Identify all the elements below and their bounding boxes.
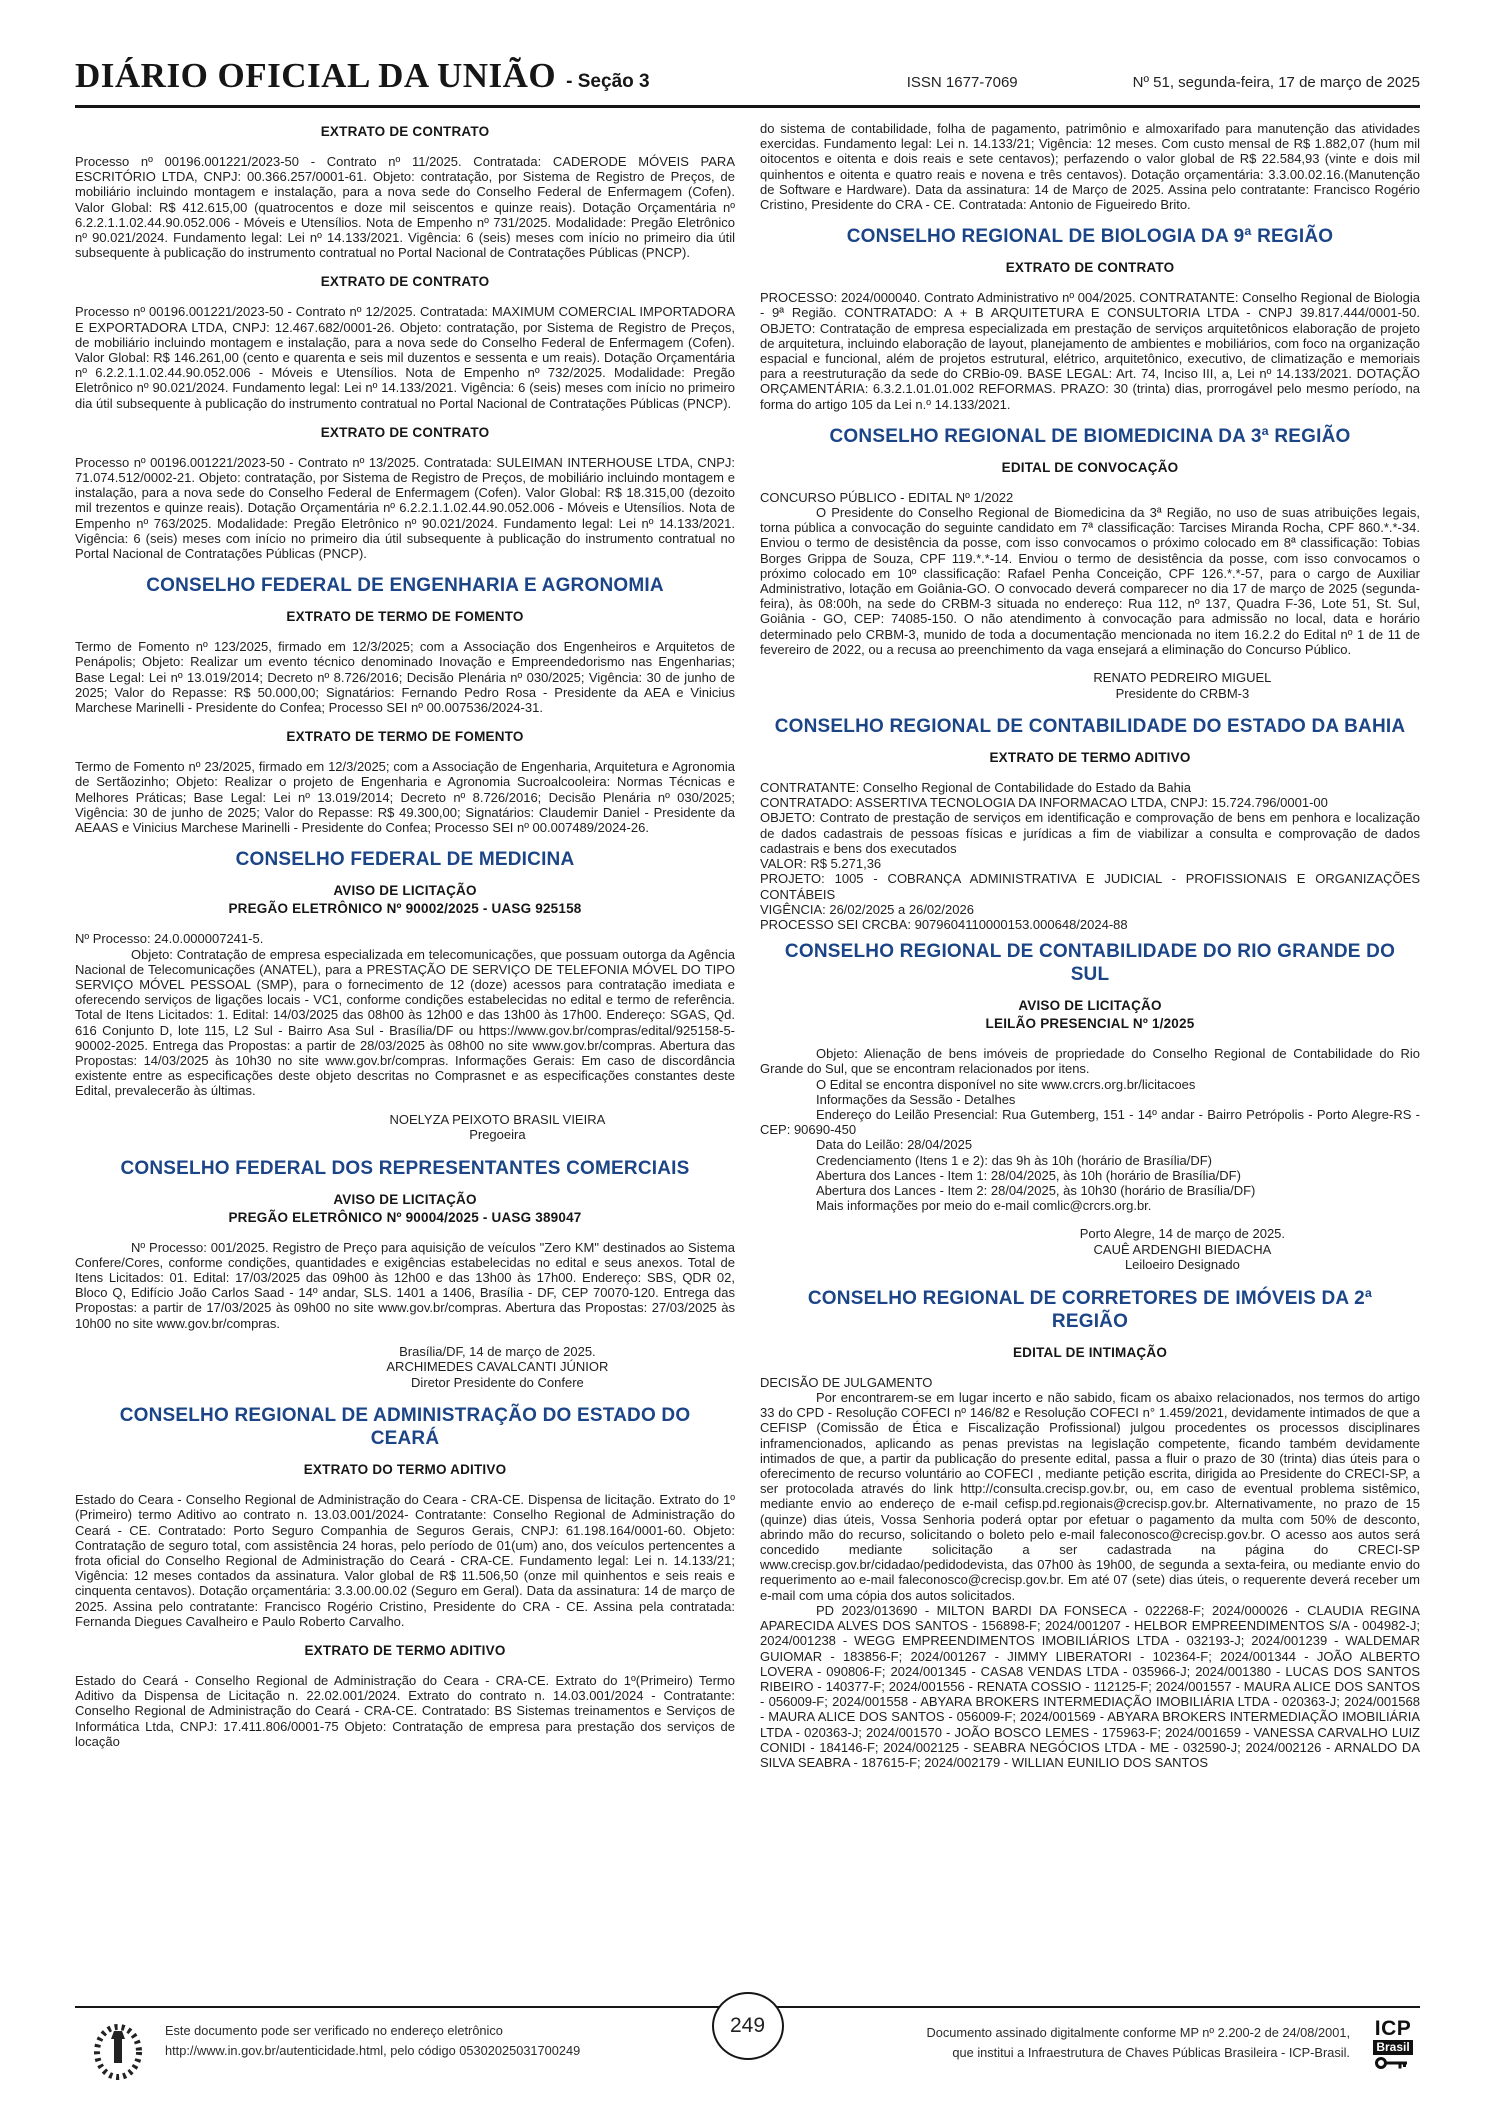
signed-line-1: Documento assinado digitalmente conforme MP nº 2.200-2 de 24/08/2001, <box>926 2025 1350 2040</box>
heading-line: CONSELHO FEDERAL DE MEDICINA <box>235 849 575 871</box>
doc-subheading <box>75 273 735 291</box>
body-paragraph: Processo nº 00196.001221/2023-50 - Contrato nº 12/2025. Contratada: MAXIMUM COMERCIAL IMPORTADORA E EXPORTADORA LTDA, CNPJ: 12.467.682/0001-26. Objeto: contratação, por Sistema de Registro de Preços, de mobiliário incluindo montagem e instalação, para a nova sede do Conselho Federal de Enfermagem (Cofen). Valor Global: R$ 146.261,00 (cento e quarenta e seis mil duzentos e sessenta e um reais). Dotação Orçamentária nº 6.2.2.1.1.02.44.90.052.006 - Móveis e Utensílios. Nota de Empenho nº 732/2025. Modalidade: Pregão Eletrônico nº 90.021/2024. Fundamento legal: Lei nº 14.133/2021. Vigência: 6 (seis) meses com início no primeiro dia útil subsequente à publicação do instrumento contratual no Portal Nacional de Contratações Públicas (PNCP). <box>75 304 735 411</box>
body-paragraph: Abertura dos Lances - Item 2: 28/04/2025, às 10h30 (horário de Brasília/DF) <box>816 1182 1256 1198</box>
subheading-line: EDITAL DE INTIMAÇÃO <box>1012 1344 1168 1360</box>
body-paragraph: Por encontrarem-se em lugar incerto e não sabido, ficam os abaixo relacionados, nos termos do artigo 33 do CPD - Resolução COFECI nº 146/82 e Resolução COFECI n° 1.459/2021, devidamente intimados de que a CEFISP (Comissão de Ética e Fiscalização Profissional) julgou procedentes os processos disciplinares inframencionados, aplicando as penas previstas na legislação competente, ficando também devidamente intimados de que, a partir da publicação do presente edital, passa a fluir o prazo de 30 (trinta) dias úteis para o oferecimento de recurso voluntário ao COFECI , mediante petição escrita, dirigida ao Presidente do CRECI-SP, a ser protocolada através do link http://consulta.crecisp.gov.br, ou, em caso de eventual problema sistêmico, mediante envio ao endereço de e-mail cefisp.pd.regionais@crecisp.gov.br. Alternativamente, no prazo de 15 (quinze) dias úteis, Vossa Senhoria poderá optar por efetuar o pagamento da multa com 50% de desconto, abrindo mão do recurso, solicitando o boleto pelo e-mail faleconosco@crecisp.gov.br. O acesso aos autos será concedido mediante solicitação a ser cadastrada na página do CRECI-SP www.crecisp.gov.br/cidadao/pedidodevista, das 07h00 às 19h00, de segunda a sexta-feira, ou mediante envio do requerimento ao e-mail faleconosco@crecisp.gov.br. Em até 07 (sete) dias úteis, o requerente deverá receber um e-mail com uma cópia dos autos solicitados. <box>760 1390 1420 1603</box>
body-paragraph: Mais informações por meio do e-mail comlic@crcrs.org.br. <box>816 1198 1152 1214</box>
icp-brasil-logo <box>1366 2018 1420 2074</box>
body-paragraph: Informações da Sessão - Detalhes <box>816 1091 1016 1107</box>
subheading-line: PREGÃO ELETRÔNICO Nº 90002/2025 - UASG 925158 <box>228 901 582 917</box>
section-heading <box>75 1157 735 1180</box>
section-heading <box>760 425 1420 448</box>
heading-line: CONSELHO REGIONAL DE BIOLOGIA DA 9ª REGIÃO <box>846 226 1334 248</box>
body-paragraph: Processo nº 00196.001221/2023-50 - Contrato nº 11/2025. Contratada: CADERODE MÓVEIS PARA ESCRITÓRIO LTDA, CNPJ: 00.366.257/0001-61. Objeto: contratação, por Sistema de Registro de Preços, de mobiliário incluindo montagem e instalação, para a nova sede do Conselho Federal de Enfermagem (Cofen). Valor Global: R$ 412.615,00 (quatrocentos e doze mil seiscentos e quinze reais). Dotação Orçamentária nº 6.2.2.1.1.02.44.90.052.006 - Móveis e Utensílios. Nota de Empenho nº 731/2025. Modalidade: Pregão Eletrônico nº 90.021/2024. Fundamento legal: Lei nº 14.133/2021. Vigência: 6 (seis) meses com início no primeiro dia útil subsequente à publicação do instrumento contratual no Portal Nacional de Contratações Públicas (PNCP). <box>75 154 735 261</box>
body-paragraph: CONCURSO PÚBLICO - EDITAL Nº 1/2022 <box>760 489 1014 505</box>
subheading-line: EXTRATO DE CONTRATO <box>320 424 490 440</box>
body-paragraph: PROCESSO SEI CRCBA: 9079604110000153.000648/2024-88 <box>760 916 1128 932</box>
signature-line: ARCHIMEDES CAVALCANTI JÚNIOR <box>386 1359 609 1375</box>
signature-block <box>760 670 1420 701</box>
wreath-emblem-icon <box>91 2021 145 2084</box>
icp-logo-top: ICP <box>1374 2017 1412 2040</box>
doc-subheading <box>75 728 735 746</box>
signature-line: Brasília/DF, 14 de março de 2025. <box>399 1343 596 1359</box>
masthead-meta <box>907 74 1420 91</box>
doc-subheading <box>760 997 1420 1033</box>
section-heading <box>75 574 735 597</box>
heading-line: REGIÃO <box>1051 1310 1129 1332</box>
heading-line: CONSELHO REGIONAL DE ADMINISTRAÇÃO DO ESTADO DO <box>119 1405 691 1427</box>
body-paragraph: CONTRATADO: ASSERTIVA TECNOLOGIA DA INFORMACAO LTDA, CNPJ: 15.724.796/0001-00 <box>760 795 1328 811</box>
signature-line: Diretor Presidente do Confere <box>411 1374 584 1390</box>
subheading-line: EXTRATO DE TERMO DE FOMENTO <box>286 609 524 625</box>
body-paragraph: O Edital se encontra disponível no site www.crcrs.org.br/licitacoes <box>816 1076 1196 1092</box>
body-paragraph: Termo de Fomento nº 23/2025, firmado em 12/3/2025; com a Associação de Engenharia, Arquitetura e Agronomia de Sertãozinho; Objeto: Realizar o projeto de Engenharia e Agronomia Sucroalcooleira: Normas Técnicas e Melhores Práticas; Base Legal: Lei nº 13.019/2014; Decreto nº 8.726/2016; Decisão Plenária nº 030/2025; Vigência: 30 de junho de 2025; Valor do Repasse: R$ 49.300,00; Signatários: Claudemir Daniel - Presidente da AEAAS e Vinicius Marchese Marinelli - Presidente do Confea; Processo SEI nº 00.007489/2024-26. <box>75 759 735 836</box>
footer-verify-block <box>91 2021 580 2084</box>
doc-subheading <box>760 1344 1420 1362</box>
doc-subheading <box>760 459 1420 477</box>
left-column <box>75 121 735 1979</box>
body-paragraph: O Presidente do Conselho Regional de Biomedicina da 3ª Região, no uso de suas atribuições legais, torna pública a convocação do seguinte candidato em 7ª classificação: Tarcises Miranda Rocha, CPF 860.*.*-34. Enviou o termo de desistência da posse, com isso convocamos o próximo colocado em 8ª classificação: Tobias Borges Grippa de Souza, CPF 119.*.*-14. Enviou o termo de desistência da posse, com isso convocamos o próximo colocado em 10º classificação: Rafael Penha Conceição, CPF 126.*.*-57, para o cargo de Auxiliar Administrativo, lotação em Goiânia-GO. O convocado deverá comparecer no dia 17 de março de 2025 (segunda-feira), às 08:00h, na sede do CRBM-3 situada no endereço: Rua 112, nº 137, Quadra F-36, Lote 51, St. Sul, Goiânia - GO, CEP: 74085-150. O não atendimento à convocação para admissão no local, data e horário determinado pelo CRBM-3, munido de toda a documentação mencionada no item 16.2.2 do Edital nº 1 de 11 de fevereiro de 2022, ou a recusa ao preenchimento da vaga ensejará a eliminação do Concurso Público. <box>760 505 1420 657</box>
heading-line: CONSELHO FEDERAL DOS REPRESENTANTES COMERCIAIS <box>120 1157 690 1179</box>
heading-line: CONSELHO REGIONAL DE CORRETORES DE IMÓVEIS DA 2ª <box>807 1287 1373 1309</box>
body-paragraph: Estado do Ceará - Conselho Regional de Administração do Ceara - CRA-CE. Extrato do 1º(Primeiro) Termo Aditivo da Dispensa de Licitação n. 22.02.001/2024. Extrato do contrato n. 14.03.001/2024 - Contratante: Conselho Regional de Administração do Ceará - CRA-CE. Contratado: BS Sistemas treinamentos e Serviços de Informática Ltda, CNPJ: 17.411.806/0001-75 Objeto: Contratação de empresa para prestação dos serviços de locação <box>75 1673 735 1749</box>
heading-line: CONSELHO FEDERAL DE ENGENHARIA E AGRONOMIA <box>146 575 664 597</box>
subheading-line: AVISO DE LICITAÇÃO <box>1018 998 1162 1014</box>
content-columns <box>75 121 1420 1979</box>
body-paragraph: CONTRATANTE: Conselho Regional de Contabilidade do Estado da Bahia <box>760 780 1191 796</box>
section-heading <box>75 848 735 871</box>
signature-line: NOELYZA PEIXOTO BRASIL VIEIRA <box>389 1111 606 1127</box>
verify-line-2: http://www.in.gov.br/autenticidade.html, pelo código 05302025031700249 <box>165 2043 581 2058</box>
heading-line: CEARÁ <box>370 1428 440 1450</box>
body-paragraph: Processo nº 00196.001221/2023-50 - Contrato nº 13/2025. Contratada: SULEIMAN INTERHOUSE LTDA, CNPJ: 71.074.512/0002-21. Objeto: contratação, por Sistema de Registro de Preços, de mobiliário incluindo montagem e instalação, para a nova sede do Conselho Federal de Enfermagem (Cofen). Valor Global: R$ 18.315,00 (dezoito mil trezentos e quinze reais). Dotação Orçamentária nº 6.2.2.1.1.02.44.90.052.006 - Móveis e Utensílios. Nota de Empenho nº 763/2025. Modalidade: Pregão Eletrônico nº 90.021/2024. Fundamento legal: Lei nº 14.133/2021. Vigência: 6 (seis) meses com início no primeiro dia útil subsequente à publicação do instrumento contratual no Portal Nacional de Contratações Públicas (PNCP). <box>75 454 735 562</box>
subheading-line: LEILÃO PRESENCIAL Nº 1/2025 <box>985 1016 1195 1032</box>
heading-line: CONSELHO REGIONAL DE BIOMEDICINA DA 3ª REGIÃO <box>829 425 1351 447</box>
right-column <box>760 121 1420 1979</box>
section-heading <box>760 225 1420 248</box>
page-number-badge: 249 <box>712 1992 784 2060</box>
subheading-line: EDITAL DE CONVOCAÇÃO <box>1001 459 1179 475</box>
body-paragraph: Abertura dos Lances - Item 1: 28/04/2025, às 10h (horário de Brasília/DF) <box>816 1167 1241 1183</box>
heading-line: CONSELHO REGIONAL DE CONTABILIDADE DO RIO GRANDE DO <box>784 941 1396 963</box>
section-heading <box>760 715 1420 738</box>
verify-line-1: Este documento pode ser verificado no endereço eletrônico <box>165 2023 503 2038</box>
heading-line: SUL <box>1070 964 1110 986</box>
body-paragraph: OBJETO: Contrato de prestação de serviços em identificação e comprovação de bens em penhora e localização de dados cadastrais de pessoas físicas e jurídicas a fim de viabilizar a consulta e comprovação de dados cadastrais e bens dos executados <box>760 810 1420 856</box>
body-paragraph: PD 2023/013690 - MILTON BARDI DA FONSECA - 022268-F; 2024/000026 - CLAUDIA REGINA APARECIDA ALVES DOS SANTOS - 156898-F; 2024/001207 - HELBOR EMPREENDIMENTOS S/A - 004982-J; 2024/001238 - WEGG EMPREENDIMENTOS IMOBILIÁRIOS LTDA - 032193-J; 2024/001239 - WALDEMAR GUIOMAR - 183856-F; 2024/001267 - JIMMY LIBERATORI - 102364-F; 2024/001344 - JOÃO ALBERTO LOVERA - 090806-F; 2024/001345 - CASA8 VENDAS LTDA - 035966-J; 2024/001380 - LUCAS DOS SANTOS RIBEIRO - 140377-F; 2024/001556 - RENATA COSSIO - 112125-F; 2024/001557 - MAURA ALICE DOS SANTOS - 056009-F; 2024/001558 - ABYARA BROKERS INTERMEDIAÇÃO IMOBILIÁRIA LTDA - 020363-J; 2024/001568 - MAURA ALICE DOS SANTOS - 056009-F; 2024/001569 - ABYARA BROKERS INTERMEDIAÇÃO IMOBILIÁRIA LTDA - 020363-J; 2024/001570 - JOÃO BOSCO LEMES - 175963-F; 2024/001659 - VANESSA CARVALHO LUIZ CONIDI - 184146-F; 2024/002125 - SEABRA NEGÓCIOS LTDA - ME - 032590-J; 2024/002126 - ARNALDO DA SILVA SEABRA - 187615-F; 2024/002179 - WILLIAN EUNILIO DOS SANTOS <box>760 1602 1420 1770</box>
doc-subheading <box>75 1191 735 1227</box>
heading-line: CONSELHO REGIONAL DE CONTABILIDADE DO ESTADO DA BAHIA <box>774 716 1406 738</box>
subheading-line: EXTRATO DE TERMO ADITIVO <box>989 750 1191 766</box>
body-paragraph: Credenciamento (Itens 1 e 2): das 9h às 10h (horário de Brasília/DF) <box>816 1152 1212 1168</box>
body-paragraph: Nº Processo: 001/2025. Registro de Preço para aquisição de veículos "Zero KM" destinados ao Sistema Confere/Cores, conforme condições, quantidades e exigências estabelecidas no edital e seus anexos. Total de Itens Licitados: 01. Edital: 17/03/2025 das 09h00 às 12h00 e das 13h00 às 17h00. Endereço: SBS, QDR 02, Bloco Q, Edifício João Carlos Saad - 14º andar, SLS. 1401 a 1406, Brasília - DF, CEP 70070-120. Entrega das Propostas: a partir de 17/03/2025 às 09h00 no site www.gov.br/compras. Abertura das Propostas: 27/03/2025 às 10h00 no site www.gov.br/compras. <box>75 1239 735 1331</box>
edition-label: Nº 51, segunda-feira, 17 de março de 2025 <box>1132 74 1420 91</box>
signature-line: Porto Alegre, 14 de março de 2025. <box>1079 1226 1286 1242</box>
subheading-line: EXTRATO DE CONTRATO <box>1005 260 1175 276</box>
page-footer <box>75 2006 1420 2111</box>
issn-label: ISSN 1677-7069 <box>906 74 1018 91</box>
gazette-title: DIÁRIO OFICIAL DA UNIÃO <box>75 56 557 95</box>
doc-subheading <box>75 608 735 626</box>
gazette-section: - Seção 3 <box>566 71 650 92</box>
section-heading <box>75 1404 735 1450</box>
body-paragraph: PROJETO: 1005 - COBRANÇA ADMINISTRATIVA E JUDICIAL - PROFISSIONAIS E ORGANIZAÇÕES CONTÁBEIS <box>760 871 1420 902</box>
signature-line: Pregoeira <box>469 1127 526 1143</box>
masthead <box>75 56 1420 96</box>
body-paragraph: Endereço do Leilão Presencial: Rua Gutemberg, 151 - 14º andar - Bairro Petrópolis - Porto Alegre-RS - CEP: 90690-450 <box>760 1106 1420 1138</box>
subheading-line: EXTRATO DE TERMO ADITIVO <box>304 1643 506 1659</box>
subheading-line: EXTRATO DE CONTRATO <box>320 124 490 139</box>
body-paragraph: Data do Leilão: 28/04/2025 <box>816 1137 973 1153</box>
section-heading <box>760 1287 1420 1333</box>
subheading-line: EXTRATO DE CONTRATO <box>320 274 490 290</box>
signature-notice <box>927 2023 1350 2063</box>
body-paragraph: VALOR: R$ 5.271,36 <box>760 856 882 872</box>
subheading-line: AVISO DE LICITAÇÃO <box>333 883 477 899</box>
subheading-line: AVISO DE LICITAÇÃO <box>333 1191 477 1207</box>
body-paragraph: VIGÊNCIA: 26/02/2025 a 26/02/2026 <box>760 901 974 917</box>
body-paragraph: Termo de Fomento nº 123/2025, firmado em 12/3/2025; com a Associação dos Engenheiros e Arquitetos de Penápolis; Objeto: Realizar um evento técnico denominado Inovação e Empreendedorismo nas Engenharias; Base Legal: Lei nº 13.019/2014; Decreto nº 8.726/2016; Decisão Plenária nº 030/2025; Vigência: 30 de junho de 2025; Valor do Repasse: R$ 50.000,00; Signatários: Fernando Pedro Rosa - Presidente da AEA e Vinicius Marchese Marinelli - Presidente do Confea; Processo SEI nº 00.007536/2024-31. <box>75 639 735 716</box>
doc-subheading <box>760 259 1420 277</box>
key-icon <box>1366 2055 1420 2074</box>
doc-subheading <box>75 1642 735 1660</box>
body-paragraph: Estado do Ceara - Conselho Regional de Administração do Ceara - CRA-CE. Dispensa de licitação. Extrato do 1º (Primeiro) termo Aditivo ao contrato n. 13.03.001/2024- Contratante: Conselho Regional de Administração do Ceará - CE. Contratado: Porto Seguro Companhia de Seguros Gerais, CNPJ: 61.198.164/0001-60. Objeto: Contratação de seguro total, com assistência 24 horas, pelo período de 01(um) ano, dos veículos pertencentes a frota oficial do Conselho Regional de Administração do Ceará - CRA-CE. Fundamento legal: Lei n. 14.133/21; Vigência: 12 meses contados da assinatura. Valor global de R$ 11.506,50 (onze mil quinhentos e seis reais e cinquenta centavos). Dotação orçamentária: 3.3.00.00.02 (Seguro em Geral). Data da assinatura: 14 de março de 2025. Assina pelo contratante: Francisco Rogério Cristino, Presidente do CRA - CE. Assina pela contratada: Fernanda Diegues Cavalheiro e Paulo Roberto Carvalho. <box>75 1492 735 1629</box>
verify-text <box>165 2021 580 2061</box>
body-paragraph: do sistema de contabilidade, folha de pagamento, patrimônio e almoxarifado para manutenção das atividades exercidas. Fundamento legal: Lei n. 14.133/21; Vigência: 12 meses. Com custo mensal de R$ 1.882,07 (hum mil oitocentos e oitenta e dois reais e sete centavos); perfazendo o valor global de R$ 22.584,93 (vinte e dois mil quinhentos e oitenta e quatro reais e novena e três centavos). Dotação orçamentária: 3.3.00.02.16.(Manutenção de Software e Hardware). Data da assinatura: 14 de Março de 2025. Assina pelo contratante: Francisco Rogério Cristino, Presidente do CRA - CE. Contratada: Antonio de Figueiredo Brito. <box>760 121 1420 213</box>
body-paragraph: PROCESSO: 2024/000040. Contrato Administrativo nº 004/2025. CONTRATANTE: Conselho Regional de Biologia - 9ª Região. CONTRATADO: A + B ARQUITETURA E CONSULTORIA LTDA - CNPJ 39.817.444/0001-50. OBJETO: Contratação de empresa especializada em prestação de serviços arquitetônicos elaboração de projeto de arquitetura, incluindo elaboração de layout, planejamento de ambientes e mobiliários, com foco na organização espacial e funcional, além de projetos estrutural, elétrico, arquitetônico, executivo, de climatização e memoriais para a reestruturação da sede do CRBio-09. BASE LEGAL: Art. 74, Inciso III, a, Lei nº 14.133/2021. DOTAÇÃO ORÇAMENTÁRIA: 6.3.2.1.01.01.002 REFORMAS. PRAZO: 30 (trinta) dias, prorrogável pelo mesmo período, na forma do artigo 105 da Lei n.º 14.133/2021. <box>760 290 1420 412</box>
signed-line-2: que institui a Infraestrutura de Chaves Públicas Brasileira - ICP-Brasil. <box>952 2045 1350 2060</box>
signature-line: Leiloeiro Designado <box>1124 1257 1240 1273</box>
signature-line: CAUÊ ARDENGHI BIEDACHA <box>1093 1241 1272 1257</box>
body-paragraph: Nº Processo: 24.0.000007241-5. <box>75 931 264 947</box>
signature-block <box>75 1112 735 1143</box>
masthead-rule <box>75 105 1420 108</box>
section-heading <box>760 940 1420 986</box>
signature-block <box>760 1226 1420 1273</box>
signature-line: Presidente do CRBM-3 <box>1115 685 1250 701</box>
body-paragraph: DECISÃO DE JULGAMENTO <box>760 1374 933 1390</box>
subheading-line: PREGÃO ELETRÔNICO Nº 90004/2025 - UASG 389047 <box>228 1209 582 1225</box>
body-paragraph: Objeto: Contratação de empresa especializada em telecomunicações, que possuam outorga da Agência Nacional de Telecomunicações (ANATEL), para a PRESTAÇÃO DE SERVIÇO DE TELEFONIA MÓVEL DO TIPO SERVIÇO MÓVEL PESSOAL (SMP), para o fornecimento de 12 (doze) acessos para contratação imediata e oferecendo serviços de ligações locais - VC1, conforme condições estabelecidas no edital e termo de referência. Total de Itens Licitados: 1. Edital: 14/03/2025 das 08h00 às 12h00 e das 13h00 às 17h00. Endereço: SGAS, Qd. 616 Conjunto D, lote 115, L2 Sul - Bairro Asa Sul - Brasília/DF ou https://www.gov.br/compras/edital/925158-5-90002-2025. Entrega das Propostas: a partir de 28/03/2025 às 08h00 no site www.gov.br/compras. Abertura das Propostas: 14/03/2025 às 10h30 no site www.gov.br/compras. Informações Gerais: Em caso de discordância existente entre as especificações deste objeto descritas no Comprasnet e as especificações constantes deste Edital, prevalecerão às últimas. <box>75 946 735 1099</box>
signature-line: RENATO PEDREIRO MIGUEL <box>1093 670 1272 686</box>
subheading-line: EXTRATO DE TERMO DE FOMENTO <box>286 729 524 745</box>
doc-subheading <box>75 882 735 918</box>
icp-logo-bottom: Brasil <box>1373 2040 1412 2055</box>
subheading-line: EXTRATO DO TERMO ADITIVO <box>303 1462 507 1478</box>
signature-block <box>75 1344 735 1391</box>
doc-subheading <box>75 1461 735 1479</box>
doc-subheading <box>75 123 735 141</box>
doc-subheading <box>760 749 1420 767</box>
doc-subheading <box>75 424 735 442</box>
body-paragraph: Objeto: Alienação de bens imóveis de propriedade do Conselho Regional de Contabilidade do Rio Grande do Sul, que se encontram relacionados por itens. <box>760 1046 1420 1077</box>
